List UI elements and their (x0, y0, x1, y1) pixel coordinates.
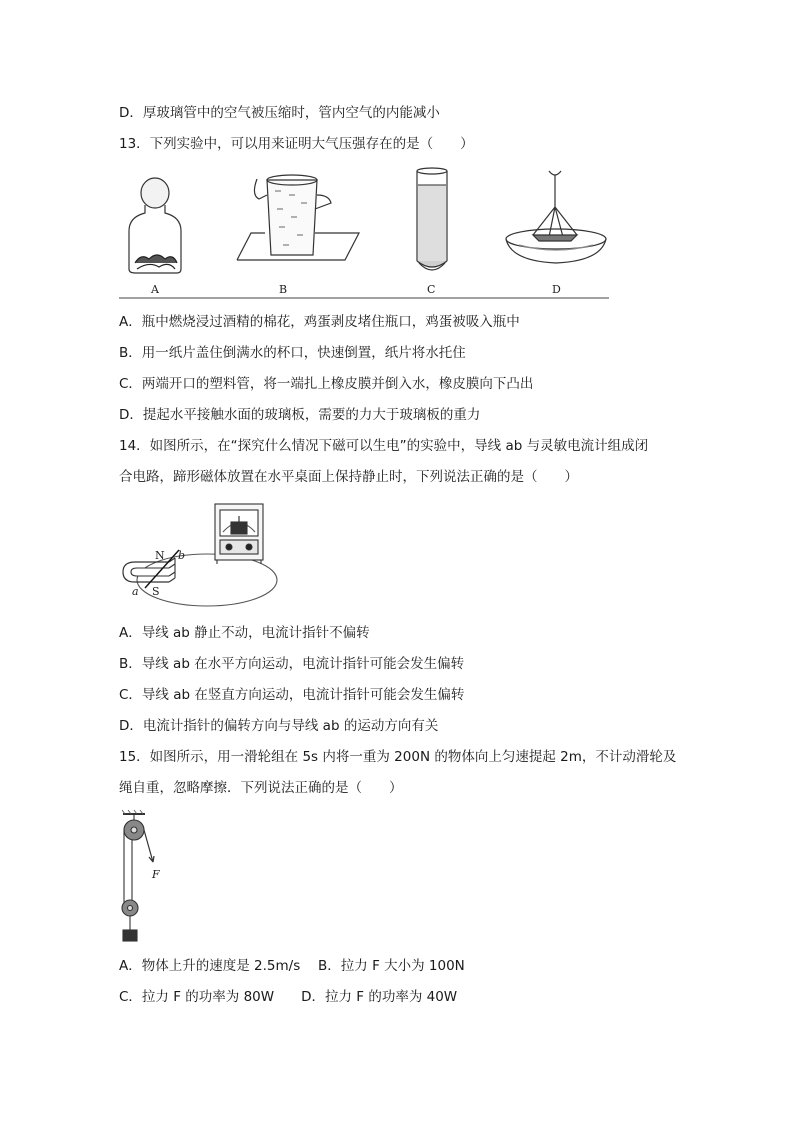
q14-figure (119, 498, 279, 610)
q13-option-c: C．两端开口的塑料管，将一端扎上橡皮膜并倒入水，橡皮膜向下凸出 (119, 376, 534, 392)
q15-options-row2: C．拉力 F 的功率为 80W D．拉力 F 的功率为 40W (119, 989, 458, 1005)
q13-option-a: A．瓶中燃烧浸过酒精的棉花，鸡蛋剥皮堵住瓶口，鸡蛋被吸入瓶中 (119, 314, 520, 330)
q13-stem: 13．下列实验中，可以用来证明大气压强存在的是（ ） (119, 136, 474, 152)
q14-option-c: C．导线 ab 在竖直方向运动，电流计指针可能会发生偏转 (119, 687, 465, 703)
q13-figure (119, 165, 611, 299)
q14-label-s: S (152, 585, 160, 598)
q13-option-d: D．提起水平接触水面的玻璃板，需要的力大于玻璃板的重力 (119, 407, 481, 423)
q13-label-d: D (552, 283, 561, 296)
q14-label-b: b (178, 549, 186, 562)
q13-figure-a-jar (129, 178, 181, 273)
q13-option-b: B．用一纸片盖住倒满水的杯口，快速倒置，纸片将水托住 (119, 345, 466, 361)
q14-galvanometer (215, 504, 263, 564)
q14-label-n: N (155, 549, 165, 562)
q15-stem-line1: 15．如图所示，用一滑轮组在 5s 内将一重为 200N 的物体向上匀速提起 2m，不计动滑轮及 (119, 749, 677, 765)
q15-stem-line2: 绳自重，忽略摩擦．下列说法正确的是（ ） (119, 780, 403, 796)
q14-option-d: D．电流计指针的偏转方向与导线 ab 的运动方向有关 (119, 718, 439, 734)
q12-option-d: D．厚玻璃管中的空气被压缩时，管内空气的内能减小 (119, 105, 440, 121)
q14-option-b: B．导线 ab 在水平方向运动，电流计指针可能会发生偏转 (119, 656, 465, 672)
q13-label-a: A (151, 283, 159, 296)
q14-label-a: a (132, 585, 139, 598)
q13-figure-d-dish (506, 171, 606, 263)
q15-label-f: F (152, 868, 160, 881)
q15-options-row1: A．物体上升的速度是 2.5m/s B．拉力 F 大小为 100N (119, 958, 465, 974)
q14-stem-line1: 14．如图所示，在“探究什么情况下磁可以生电”的实验中，导线 ab 与灵敏电流计组成闭 (119, 438, 649, 454)
q13-figure-c-tube (417, 168, 447, 270)
q14-option-a: A．导线 ab 静止不动，电流计指针不偏转 (119, 625, 370, 641)
q14-stem-line2: 合电路，蹄形磁体放置在水平桌面上保持静止时，下列说法正确的是（ ） (119, 469, 578, 485)
q15-weight (123, 930, 137, 941)
q14-horseshoe-magnet (123, 558, 175, 582)
q13-label-c: C (427, 283, 436, 296)
q15-figure (119, 810, 169, 944)
q13-label-b: B (279, 283, 288, 296)
q13-figure-b-cup (237, 175, 359, 260)
